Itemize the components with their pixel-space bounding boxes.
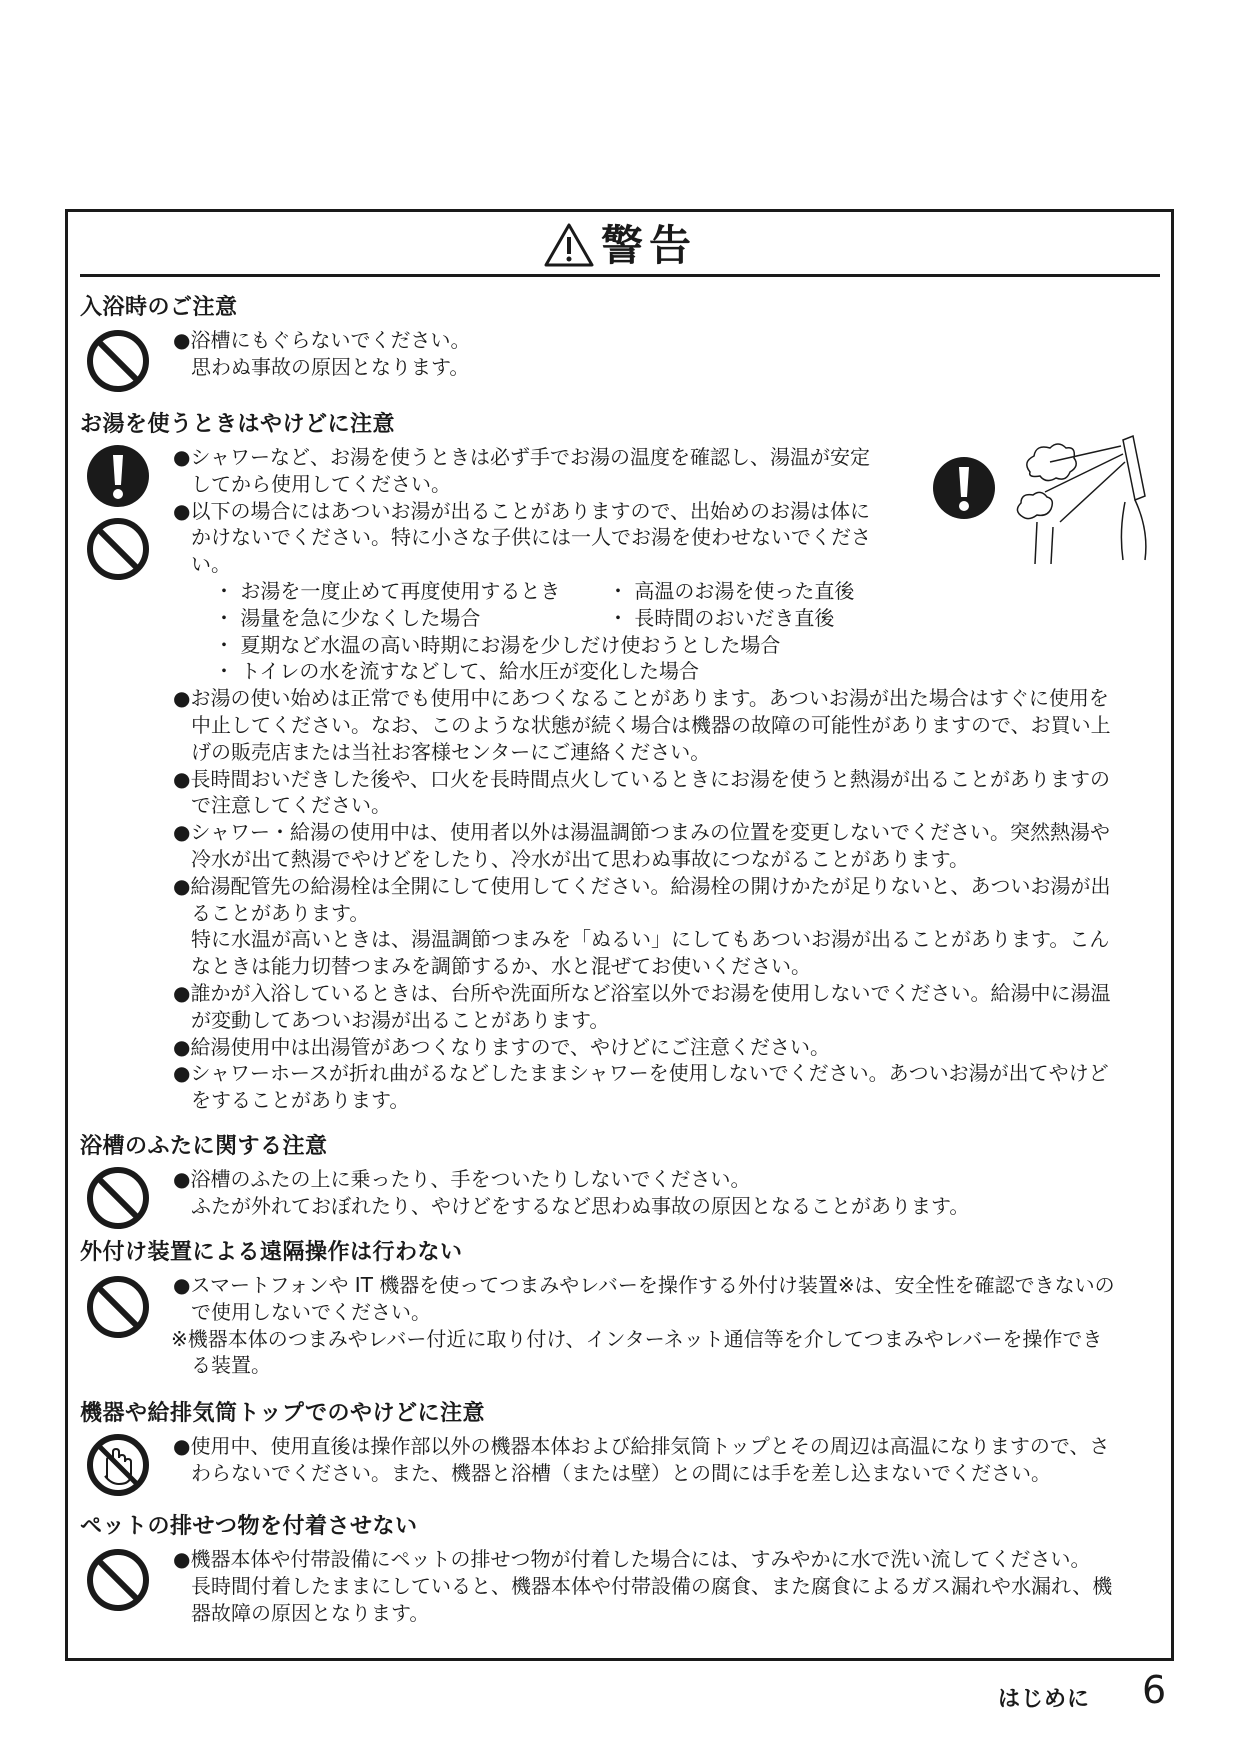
text-line: る装置。 — [191, 1353, 271, 1378]
bullet-line: ●以下の場合にはあついお湯が出ることがありますので、出始めのお湯は体に — [173, 498, 871, 523]
text-line: 特に水温が高いときは、湯温調節つまみを「ぬるい」にしてもあついお湯が出ることがあります。こん — [191, 927, 1110, 952]
text-line: かけないでください。特に小さな子供には一人でお湯を使わせないでくださ — [191, 525, 871, 550]
text-line: 冷水が出て熱湯でやけどをしたり、冷水が出て思わぬ事故につながることがあります。 — [191, 846, 969, 871]
text-line: い。 — [191, 552, 231, 577]
text-line: 長時間付着したままにしていると、機器本体や付帯設備の腐食、また腐食によるガス漏れや水漏れ、機 — [191, 1573, 1113, 1598]
text-line: が変動してあついお湯が出ることがあります。 — [191, 1007, 610, 1032]
bullet-line: ●シャワーホースが折れ曲がるなどしたままシャワーを使用しないでください。あついお湯が出てやけど — [173, 1061, 1109, 1086]
bullet-line: ●スマートフォンや IT 機器を使ってつまみやレバーを操作する外付け装置※は、安全性を確認できないの — [173, 1273, 1115, 1297]
text-line: してから使用してください。 — [191, 471, 451, 496]
section-heading: 外付け装置による遠隔操作は行わない — [80, 1240, 463, 1265]
section-bathing — [80, 293, 1180, 381]
text-line: で注意してください。 — [191, 793, 391, 818]
page-number: 6 — [1142, 1668, 1167, 1712]
text-line: 中止してください。なお、このような状態が続く場合は機器の故障の可能性がありますので、お買い上 — [191, 712, 1111, 737]
sub-item-line: ・ 夏期など水温の高い時期にお湯を少しだけ使おうとした場合 — [214, 632, 781, 657]
note-line: ※機器本体のつまみやレバー付近に取り付け、インターネット通信等を介してつまみやレバーを操作でき — [171, 1326, 1103, 1351]
warning-triangle-icon — [543, 222, 595, 268]
text-line: で使用しないでください。 — [191, 1299, 431, 1324]
warning-title-text: 警告 — [600, 221, 697, 270]
mandatory-exclamation-icon — [931, 455, 997, 521]
shower-hand-illustration — [1005, 432, 1155, 567]
section-pet-waste — [80, 1512, 1180, 1626]
section-heading: 浴槽のふたに関する注意 — [80, 1134, 328, 1159]
text-line: なときは能力切替つまみを調節するか、水と混ぜてお使いください。 — [191, 954, 811, 979]
bullet-line: ●誰かが入浴しているときは、台所や洗面所など浴室以外でお湯を使用しないでください。給湯中に湯温 — [173, 980, 1111, 1005]
warning-title — [0, 218, 1240, 274]
section-exhaust-burn — [80, 1399, 1180, 1487]
title-divider — [80, 274, 1160, 277]
section-heading: 入浴時のご注意 — [80, 295, 238, 320]
sub-item-line: ・ トイレの水を流すなどして、給水圧が変化した場合 — [214, 659, 699, 684]
bullet-line: ●機器本体や付帯設備にペットの排せつ物が付着した場合には、すみやかに水で洗い流してください。 — [173, 1547, 1091, 1571]
sub-item-line: ・ お湯を一度止めて再度使用するとき ・ 高温のお湯を使った直後 — [214, 578, 855, 603]
do-not-touch-icon — [85, 1432, 151, 1498]
text-line: 思わぬ事故の原因となります。 — [191, 354, 470, 379]
bullet-line: ●長時間おいだきした後や、口火を長時間点火しているときにお湯を使うと熱湯が出ることがありますの — [173, 766, 1111, 791]
section-remote-operation — [80, 1238, 1180, 1379]
footer-section-name: はじめに — [998, 1687, 1091, 1712]
text-line: げの販売店または当社お客様センターにご連絡ください。 — [191, 739, 711, 764]
text-line: ふたが外れておぼれたり、やけどをするなど思わぬ事故の原因となることがあります。 — [191, 1193, 970, 1218]
sub-item-line: ・ 湯量を急に少なくした場合 ・ 長時間のおいだき直後 — [214, 605, 835, 630]
sub-item-second-column: ・ 高温のお湯を使った直後 — [608, 578, 855, 603]
prohibited-icon — [85, 1274, 151, 1340]
bullet-line: ●浴槽のふたの上に乗ったり、手をついたりしないでください。 — [173, 1167, 751, 1191]
section-heading: 機器や給排気筒トップでのやけどに注意 — [80, 1401, 486, 1426]
prohibited-icon — [85, 1165, 151, 1231]
mandatory-exclamation-icon — [85, 443, 151, 509]
text-line: をすることがあります。 — [191, 1088, 410, 1113]
section-bath-lid — [80, 1132, 1180, 1220]
bullet-line: ●給湯使用中は出湯管があつくなりますので、やけどにご注意ください。 — [173, 1034, 831, 1059]
section-heading: ペットの排せつ物を付着させない — [80, 1514, 418, 1539]
bullet-line: ●シャワーなど、お湯を使うときは必ず手でお湯の温度を確認し、湯温が安定 — [173, 445, 871, 469]
bullet-line: ●お湯の使い始めは正常でも使用中にあつくなることがあります。あついお湯が出た場合はすぐに使用を — [173, 686, 1109, 711]
text-line: ることがあります。 — [191, 900, 370, 925]
sub-item-second-column: ・ 長時間のおいだき直後 — [608, 605, 835, 630]
text-line: 器故障の原因となります。 — [191, 1600, 430, 1625]
prohibited-icon — [85, 516, 151, 582]
text-line: わらないでください。また、機器と浴槽（または壁）との間には手を差し込まないでください。 — [191, 1460, 1051, 1485]
bullet-line: ●シャワー・給湯の使用中は、使用者以外は湯温調節つまみの位置を変更しないでください。突然熱湯や — [173, 820, 1111, 845]
bullet-line: ●給湯配管先の給湯栓は全開にして使用してください。給湯栓の開けかたが足りないと、あついお湯が出 — [173, 873, 1111, 898]
bullet-line: ●使用中、使用直後は操作部以外の機器本体および給排気筒トップとその周辺は高温になりますので、さ — [173, 1434, 1110, 1458]
bullet-line: ●浴槽にもぐらないでください。 — [173, 328, 471, 352]
prohibited-icon — [85, 1547, 151, 1613]
prohibited-icon — [85, 328, 151, 394]
section-heading: お湯を使うときはやけどに注意 — [80, 412, 396, 437]
